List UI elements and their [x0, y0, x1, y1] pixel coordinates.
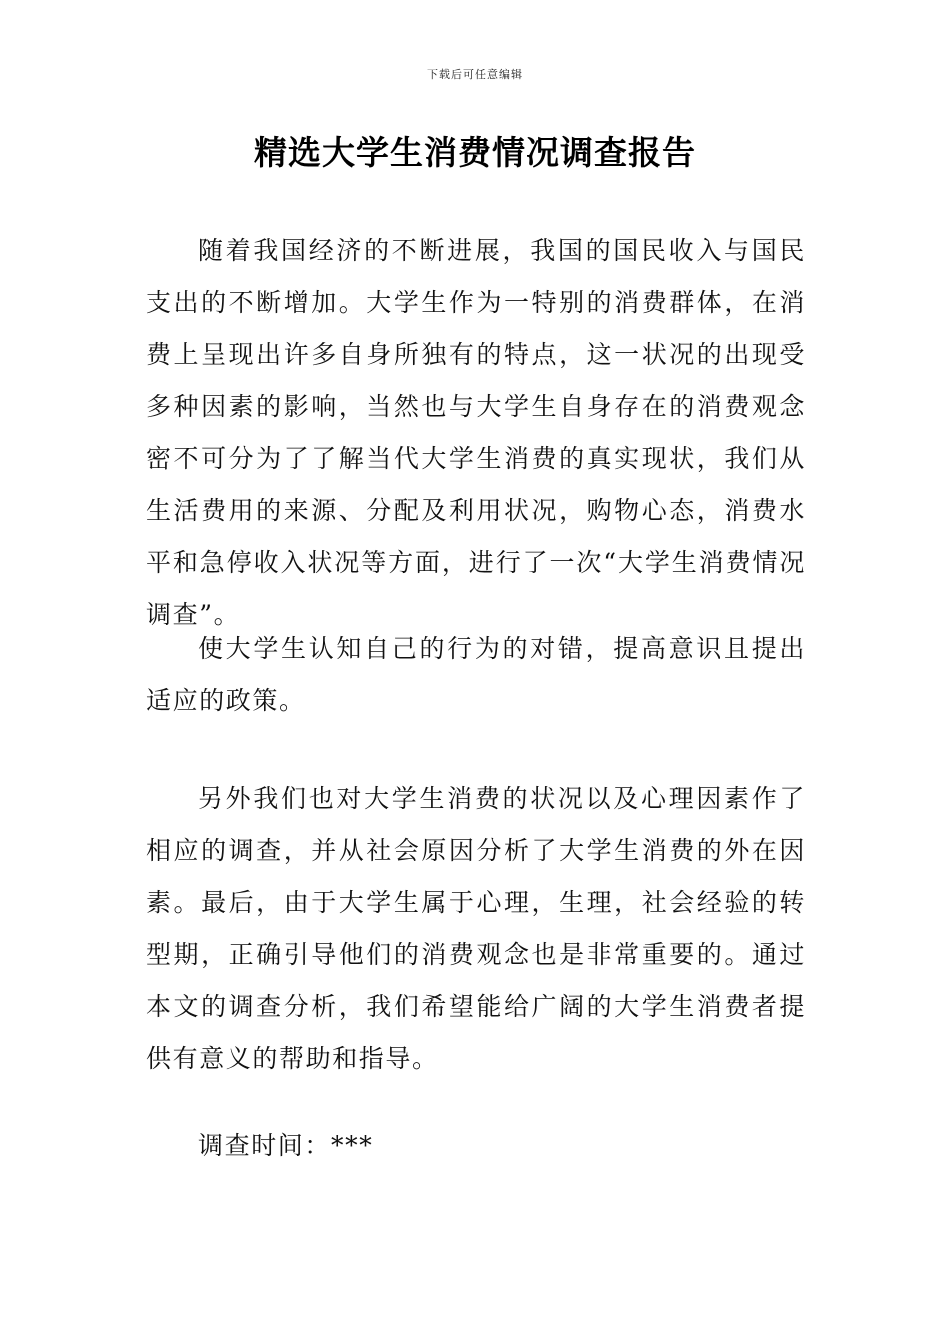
- document-title: 精选大学生消费情况调查报告: [254, 133, 696, 172]
- paragraph-purpose: 使大学生认知自己的行为的对错，提高意识且提出适应的政策。: [146, 634, 806, 715]
- paragraph-analysis: 另外我们也对大学生消费的状况以及心理因素作了相应的调查，并从社会原因分析了大学生消费的外在因素。最后，由于大学生属于心理，生理，社会经验的转型期，正确引导他们的消费观念也是非常重要的。通过本文的调查分析，我们希望能给广阔的大学生消费者提供有意义的帮助和指导。: [146, 784, 806, 1073]
- paragraph-survey-time: 调查时间：***: [198, 1131, 374, 1160]
- paragraph-intro: 随着我国经济的不断进展，我国的国民收入与国民支出的不断增加。大学生作为一特别的消费群体，在消费上呈现出许多自身所独有的特点，这一状况的出现受多种因素的影响，当然也与大学生自身存在的消费观念密不可分为了了解当代大学生消费的真实现状，我们从生活费用的来源、分配及利用状况，购物心态，消费水平和急停收入状况等方面，进行了一次“大学生消费情况调查”。: [146, 236, 806, 629]
- header-note: 下载后可任意编辑: [427, 68, 523, 81]
